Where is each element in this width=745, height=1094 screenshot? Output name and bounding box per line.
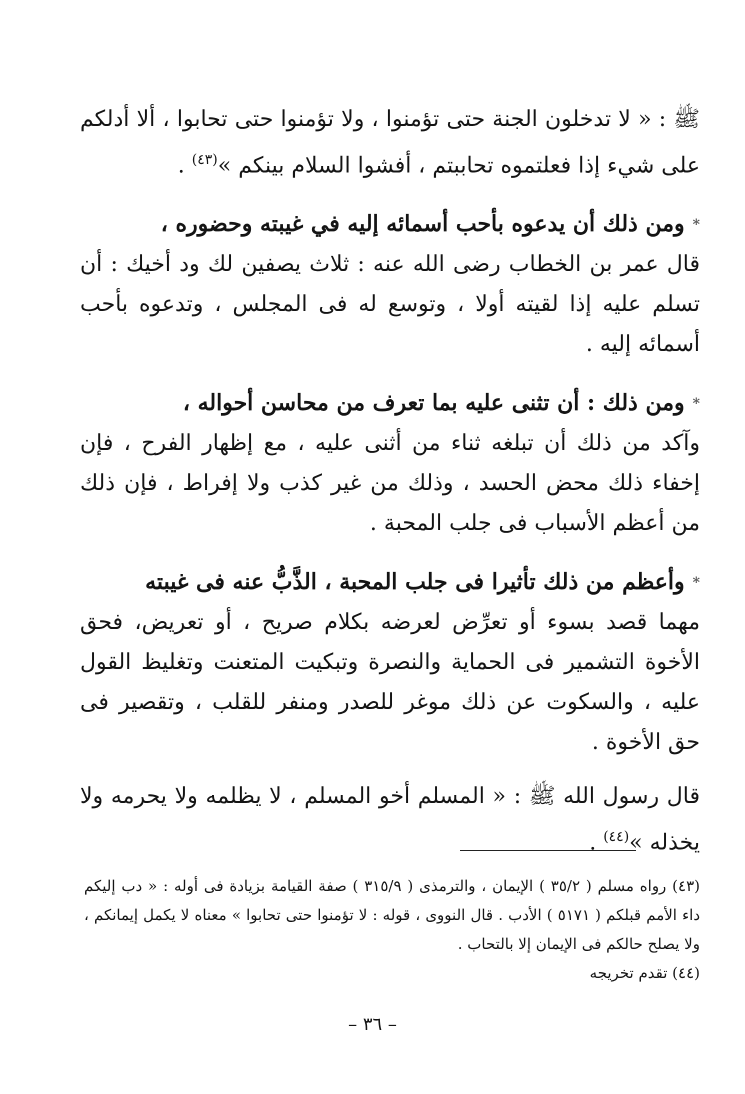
paragraph-text: قال رسول الله ﷺ : « المسلم أخو المسلم ، لا يظلمه ولا يحرمه ولا يخذله » xyxy=(80,784,700,856)
paragraph-end: . xyxy=(589,830,604,856)
page-body xyxy=(80,100,700,864)
heading-praise-him xyxy=(80,383,700,424)
paragraph-end: . xyxy=(177,153,192,179)
footnote-ref-43: (٤٣) xyxy=(191,152,218,168)
heading-text: وأعظم من ذلك تأثيرا فى جلب المحبة ، الذَّبُّ عنه فى غيبته xyxy=(145,569,685,596)
bullet-star-icon: * xyxy=(692,575,700,592)
paragraph-hadith-salam xyxy=(80,100,700,186)
heading-text: ومن ذلك : أن تثنى عليه بما تعرف من محاسن أحواله ، xyxy=(182,390,685,417)
footnote-44: (٤٤) تقدم تخريجه xyxy=(589,964,700,982)
paragraph-right-of-brotherhood: مهما قصد بسوء أو تعرِّض لعرضه بكلام صريح ، أو تعريض، فحق الأخوة التشمير فى الحماية والنصرة وتبكيت المتعنت وتغليظ القول عليه ، والسكوت عن ذلك موغر للصدر ومنفر للقلب ، وتقصير فى حق الأخوة . xyxy=(80,610,700,756)
page-number: – ٣٦ – xyxy=(348,1014,397,1035)
paragraph-convey-praise: وآكد من ذلك أن تبلغه ثناء من أثنى عليه ، مع إظهار الفرح ، فإن إخفاء ذلك محض الحسد ، وذلك من غير كذب ولا إفراط ، فإن ذلك من أعظم الأسباب فى جلب المحبة . xyxy=(80,431,700,537)
bullet-star-icon: * xyxy=(692,217,700,234)
heading-text: ومن ذلك أن يدعوه بأحب أسمائه إليه في غيبته وحضوره ، xyxy=(160,211,685,238)
bullet-star-icon: * xyxy=(692,396,700,413)
heading-call-by-best-name xyxy=(80,204,700,245)
paragraph-text: ﷺ : « لا تدخلون الجنة حتى تؤمنوا ، ولا تؤمنوا حتى تحابوا ، ألا أدلكم على شيء إذا فعلتموه تحاببتم ، أفشوا السلام بينكم » xyxy=(80,107,700,179)
footnotes xyxy=(84,872,700,988)
footnote-separator xyxy=(460,850,636,851)
footnote-43: (٤٣) رواه مسلم ( ٣٥/٢ ) الإيمان ، والترمذى ( ٣١٥/٩ ) صفة القيامة بزيادة فى أوله : « دب إليكم داء الأمم قبلكم ( ٥١٧١ ) الأدب . قال النووى ، قوله : لا تؤمنوا حتى تحابوا » معناه لا يكمل إيمانكم ، ولا يصلح حالكم فى الإيمان إلا بالتحاب . xyxy=(84,877,701,953)
heading-defend-in-absence xyxy=(80,562,700,603)
footnote-ref-44: (٤٤) xyxy=(603,829,630,846)
paragraph-umar-saying: قال عمر بن الخطاب رضى الله عنه : ثلاث يصفين لك ود أخيك : أن تسلم عليه إذا لقيته أولا ، وتوسع له فى المجلس ، وتدعوه بأحب أسمائه إليه . xyxy=(80,252,700,358)
